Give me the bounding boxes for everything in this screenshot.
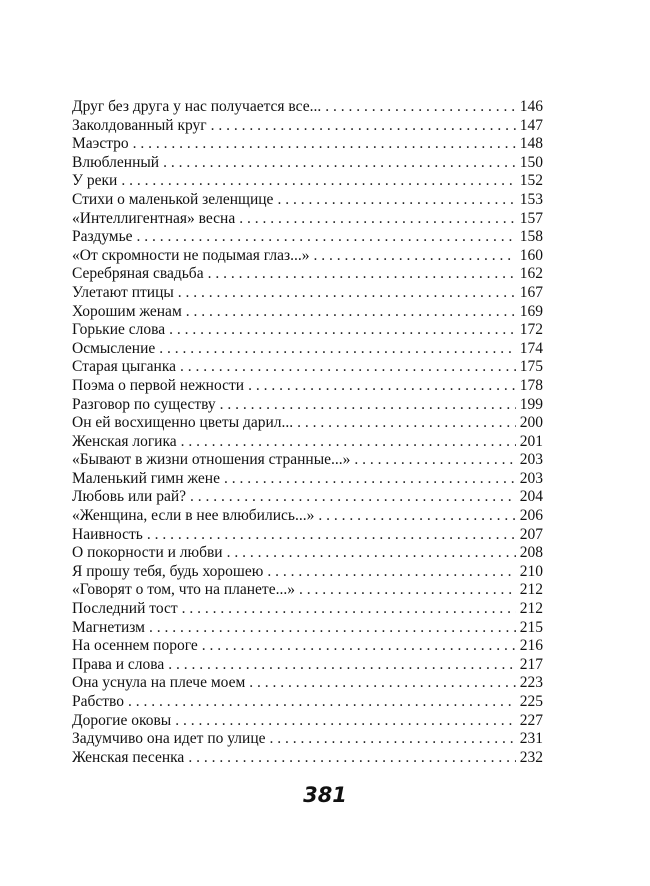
toc-entry-title: Хорошим женам xyxy=(72,302,182,320)
dot-leader xyxy=(149,619,516,638)
toc-entry-title: Старая цыганка xyxy=(72,358,177,376)
toc-entry-title: Женская песенка xyxy=(72,748,185,766)
dot-leader xyxy=(220,396,516,415)
dot-leader xyxy=(277,191,515,210)
toc-entry xyxy=(72,358,543,377)
toc-entry-title: Женская логика xyxy=(72,432,177,450)
toc-entry-page: 203 xyxy=(519,451,543,469)
toc-entry-title: Серебряная свадьба xyxy=(72,265,204,283)
toc-entry-page: 231 xyxy=(519,730,543,748)
dot-leader xyxy=(147,526,516,545)
toc-entry-page: 157 xyxy=(519,209,543,227)
toc-entry xyxy=(72,488,543,507)
toc-entry-page: 206 xyxy=(519,507,543,525)
toc-entry-title: Поэма о первой нежности xyxy=(72,376,245,394)
dot-leader xyxy=(248,377,516,396)
toc-entry-title: «От скромности не подымая глаз...» xyxy=(72,246,310,264)
toc-entry-page: 152 xyxy=(519,172,543,190)
toc-entry-title: Я прошу тебя, будь хорошею xyxy=(72,562,264,580)
toc-entry xyxy=(72,414,543,433)
toc-entry-title: На осеннем пороге xyxy=(72,637,198,655)
dot-leader xyxy=(188,749,515,768)
toc-entry xyxy=(72,563,543,582)
toc-entry-page: 217 xyxy=(519,655,543,673)
toc-entry xyxy=(72,154,543,173)
toc-entry xyxy=(72,544,543,563)
dot-leader xyxy=(297,414,516,433)
toc-entry xyxy=(72,247,543,266)
toc-entry-page: 232 xyxy=(519,748,543,766)
toc-entry xyxy=(72,730,543,749)
dot-leader xyxy=(163,154,516,173)
page-number: 381 xyxy=(303,783,347,807)
toc-entry-title: Любовь или рай? xyxy=(72,488,186,506)
toc-entry-page: 199 xyxy=(519,395,543,413)
dot-leader xyxy=(325,98,516,117)
toc-entry xyxy=(72,470,543,489)
toc-entry-page: 169 xyxy=(519,302,543,320)
toc-entry-page: 223 xyxy=(519,674,543,692)
toc-entry-page: 178 xyxy=(519,376,543,394)
toc-entry xyxy=(72,749,543,768)
toc-entry xyxy=(72,637,543,656)
toc-entry-page: 208 xyxy=(519,544,543,562)
dot-leader xyxy=(318,507,515,526)
toc-entry-title: Он ей восхищенно цветы дарил... xyxy=(72,414,294,432)
toc-entry-title: Осмысление xyxy=(72,339,156,357)
toc-entry-page: 225 xyxy=(519,693,543,710)
toc-entry-page: 210 xyxy=(519,562,543,580)
toc-entry-title: Наивность xyxy=(72,525,143,543)
toc-entry-title: Заколдованный круг xyxy=(72,116,207,134)
toc-entry-page: 215 xyxy=(519,618,543,636)
toc-entry-title: Разговор по существу xyxy=(72,395,216,413)
dot-leader xyxy=(180,358,516,377)
toc-entry xyxy=(72,265,543,284)
toc-entry-page: 203 xyxy=(519,469,543,487)
toc-entry xyxy=(72,396,543,415)
toc-entry-title: О покорности и любви xyxy=(72,544,223,562)
toc-entry xyxy=(72,228,543,247)
toc-entry xyxy=(72,191,543,210)
dot-leader xyxy=(267,563,515,582)
toc-entry xyxy=(72,581,543,600)
toc-entry xyxy=(72,600,543,619)
toc-entry xyxy=(72,340,543,359)
dot-leader xyxy=(178,284,516,303)
dot-leader xyxy=(182,600,516,619)
dot-leader xyxy=(211,117,516,136)
dot-leader xyxy=(137,228,516,247)
toc-entry-title: «Женщина, если в нее влюбились...» xyxy=(72,507,315,525)
toc-entry-title: Стихи о маленькой зеленщице xyxy=(72,190,274,208)
dot-leader xyxy=(190,488,516,507)
toc-entry xyxy=(72,321,543,340)
toc-entry-page: 162 xyxy=(519,265,543,283)
dot-leader xyxy=(354,451,515,470)
dot-leader xyxy=(128,693,516,712)
toc-entry xyxy=(72,210,543,229)
toc-entry xyxy=(72,377,543,396)
toc-entry-page: 212 xyxy=(519,581,543,599)
dot-leader xyxy=(186,303,516,322)
toc-entry xyxy=(72,656,543,675)
toc-entry-page: 167 xyxy=(519,283,543,301)
dot-leader xyxy=(249,674,515,693)
toc-entry-page: 200 xyxy=(519,414,543,432)
dot-leader xyxy=(181,433,516,452)
toc-entry-title: Рабство xyxy=(72,693,125,710)
toc-entry-page: 172 xyxy=(519,321,543,339)
toc-entry xyxy=(72,284,543,303)
toc-entry-title: «Интеллигентная» весна xyxy=(72,209,236,227)
toc-entry-title: Задумчиво она идет по улице xyxy=(72,730,266,748)
toc-entry xyxy=(72,526,543,545)
toc-entry-title: Маэстро xyxy=(72,135,129,153)
toc-entry xyxy=(72,172,543,191)
toc-entry-page: 212 xyxy=(519,600,543,618)
dot-leader xyxy=(227,544,516,563)
toc-entry xyxy=(72,117,543,136)
dot-leader xyxy=(270,730,516,749)
toc-entry-title: Горькие слова xyxy=(72,321,166,339)
dot-leader xyxy=(208,265,516,284)
toc-entry-title: «Бывают в жизни отношения странные...» xyxy=(72,451,351,469)
dot-leader xyxy=(224,470,516,489)
toc-entry-page: 147 xyxy=(519,116,543,134)
dot-leader xyxy=(239,210,516,229)
toc-entry xyxy=(72,303,543,322)
toc-entry-title: Маленький гимн жене xyxy=(72,469,220,487)
dot-leader xyxy=(175,712,516,731)
toc-entry-title: Раздумье xyxy=(72,228,133,246)
toc-entry-title: Права и слова xyxy=(72,655,165,673)
toc-entry-title: У реки xyxy=(72,172,118,190)
toc-entry-page: 201 xyxy=(519,432,543,450)
toc-entry-page: 216 xyxy=(519,637,543,655)
toc-entry xyxy=(72,451,543,470)
toc-entry xyxy=(72,674,543,693)
toc-entry-title: «Говорят о том, что на планете...» xyxy=(72,581,295,599)
dot-leader xyxy=(133,135,516,154)
toc-entry-page: 146 xyxy=(519,98,543,115)
toc-entry-page: 204 xyxy=(519,488,543,506)
toc-entry-page: 227 xyxy=(519,711,543,729)
toc-entry-title: Магнетизм xyxy=(72,618,145,636)
toc-entry-page: 160 xyxy=(519,246,543,264)
toc-entry xyxy=(72,433,543,452)
toc-entry xyxy=(72,98,543,117)
table-of-contents xyxy=(72,98,543,767)
toc-entry-title: Дорогие оковы xyxy=(72,711,172,729)
toc-entry xyxy=(72,507,543,526)
toc-entry-page: 153 xyxy=(519,190,543,208)
toc-entry-title: Последний тост xyxy=(72,600,178,618)
toc-entry xyxy=(72,712,543,731)
dot-leader xyxy=(121,172,515,191)
dot-leader xyxy=(168,656,516,675)
toc-entry xyxy=(72,693,543,712)
dot-leader xyxy=(202,637,516,656)
toc-entry-page: 174 xyxy=(519,339,543,357)
toc-entry-title: Улетают птицы xyxy=(72,283,174,301)
toc-entry-title: Влюбленный xyxy=(72,153,160,171)
toc-entry xyxy=(72,619,543,638)
toc-entry-page: 150 xyxy=(519,153,543,171)
toc-entry-title: Она уснула на плече моем xyxy=(72,674,246,692)
dot-leader xyxy=(299,581,516,600)
toc-entry-title: Друг без друга у нас получается все... xyxy=(72,98,322,115)
toc-entry-page: 175 xyxy=(519,358,543,376)
toc-entry-page: 158 xyxy=(519,228,543,246)
dot-leader xyxy=(314,247,516,266)
toc-entry-page: 207 xyxy=(519,525,543,543)
dot-leader xyxy=(169,321,516,340)
dot-leader xyxy=(159,340,515,359)
toc-entry-page: 148 xyxy=(519,135,543,153)
toc-entry xyxy=(72,135,543,154)
